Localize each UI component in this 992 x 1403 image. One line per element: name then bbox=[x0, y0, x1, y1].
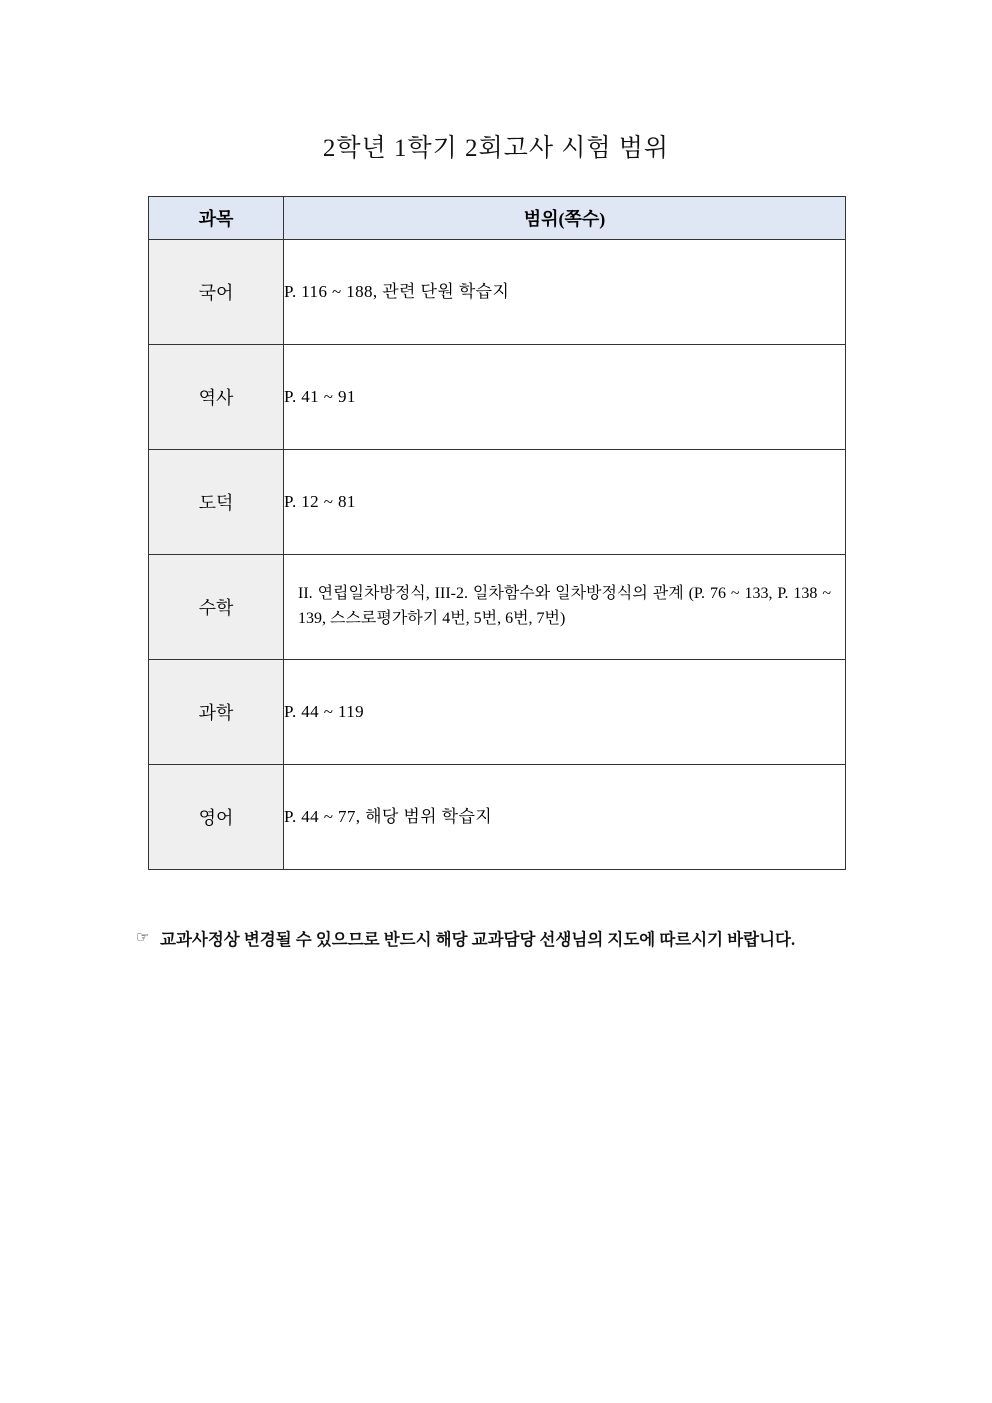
table-header-row bbox=[149, 197, 846, 240]
exam-scope-table bbox=[148, 196, 846, 870]
page-title: 2학년 1학기 2회고사 시험 범위 bbox=[322, 135, 670, 162]
range-cell: P. 41 ~ 91 bbox=[284, 345, 846, 450]
subject-cell: 과학 bbox=[149, 660, 284, 765]
subject-cell: 도덕 bbox=[149, 450, 284, 555]
subject-cell: 역사 bbox=[149, 345, 284, 450]
footnote bbox=[136, 925, 836, 956]
column-header-range: 범위(쪽수) bbox=[284, 197, 846, 240]
table-row bbox=[149, 240, 846, 345]
range-cell: II. 연립일차방정식, III-2. 일차함수와 일차방정식의 관계 (P. 76 ~ 133, P. 138 ~ 139, 스스로평가하기 4번, 5번, 6번, 7번) bbox=[284, 555, 846, 660]
column-header-subject: 과목 bbox=[149, 197, 284, 240]
range-cell: P. 116 ~ 188, 관련 단원 학습지 bbox=[284, 240, 846, 345]
subject-cell: 영어 bbox=[149, 765, 284, 870]
range-cell: P. 44 ~ 119 bbox=[284, 660, 846, 765]
footnote-text: 교과사정상 변경될 수 있으므로 반드시 해당 교과담당 선생님의 지도에 따르시기 바랍니다. bbox=[160, 930, 796, 949]
table-row bbox=[149, 765, 846, 870]
subject-cell: 수학 bbox=[149, 555, 284, 660]
table-row bbox=[149, 450, 846, 555]
table-row bbox=[149, 555, 846, 660]
table-row bbox=[149, 345, 846, 450]
range-cell: P. 12 ~ 81 bbox=[284, 450, 846, 555]
table-row bbox=[149, 660, 846, 765]
range-cell: P. 44 ~ 77, 해당 범위 학습지 bbox=[284, 765, 846, 870]
subject-cell: 국어 bbox=[149, 240, 284, 345]
pointing-hand-icon: ☞ bbox=[136, 930, 150, 946]
